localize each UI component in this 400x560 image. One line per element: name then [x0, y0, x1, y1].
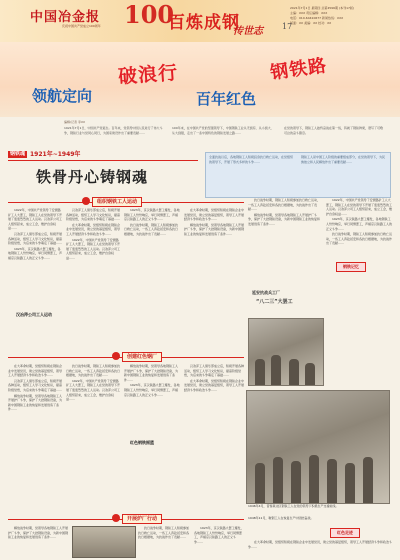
paragraph: 抗日战争时期，钢铁工人积极参加抗日救亡运动，一些工人奔赴延安和各抗日根据地，为抗战作出了贡献…… [326, 232, 392, 246]
paragraph: 1923年，京汉铁路大罢工爆发，各地钢铁工人纷纷响应，举行同情罢工，声援京汉铁路工人的正义斗争…… [8, 246, 62, 260]
masthead-subtitle: 庆祝中国共产党成立100周年 [62, 24, 101, 28]
figure-silhouette [363, 457, 373, 503]
article-column [138, 526, 190, 558]
article-column [124, 364, 180, 512]
figure-silhouette [291, 461, 301, 503]
divider [8, 160, 198, 161]
blue-sidebar-box [205, 152, 391, 198]
quote-line: 延安抗战兵工厂 [252, 290, 280, 295]
subsection-bar [8, 197, 244, 207]
paragraph: 汉冶萍工人俱乐部成立后，积极开展各种活动，组织工人学习文化知识，提高阶级觉悟，为后来的斗争奠定了基础…… [184, 364, 244, 378]
article-column [66, 208, 120, 348]
article-column [8, 526, 68, 558]
paragraph: 在大革命时期，党组织积极在钢铁企业中发展党员，建立党的基层组织，领导工人开展经济斗争和政治斗争…… [66, 222, 120, 236]
section-tag: 钢铁魂 [10, 151, 26, 157]
article-column [184, 208, 244, 348]
star-icon [112, 352, 120, 360]
intro-col: 在党的领导下，钢铁工人始终奋战在第一线，铸就了钢铁脊梁，谱写了可歌可泣的奋斗篇章。 [284, 126, 384, 135]
byline: 编辑/记者 李XX [64, 120, 86, 124]
subsection-bar [8, 352, 244, 362]
subsection-title: 组织钢铁工人运动 [92, 197, 142, 207]
star-icon [112, 514, 120, 522]
info-line: 2021年7月1日 星期四 总第4596期 (本刊17版) [290, 6, 355, 10]
article-column [184, 364, 244, 512]
paragraph: 解放战争时期，党领导各地钢铁工人开展护厂斗争，保护了大批钢铁设备，为新中国钢铁工业的恢复和发展创造了条件…… [8, 393, 62, 412]
intro-col: 1921年7月1日，中国共产党诞生。百年来，党领导中国人民进行了伟大斗争，钢铁行业与党同心同行，为国家建设作出了重要贡献…… [64, 126, 163, 135]
newspaper-name: 中国冶金报 [30, 10, 101, 25]
star-icon [82, 197, 90, 205]
historic-photo [72, 526, 136, 558]
paragraph: 1923年，京汉铁路大罢工爆发，各地钢铁工人纷纷响应，举行同情罢工，声援京汉铁路工人的正义斗争…… [326, 217, 392, 231]
figure-silhouette [305, 363, 315, 385]
article-column [124, 208, 180, 348]
paragraph: 1922年，中国共产党领导了安源路矿工人大罢工，钢铁工人在党的领导下开展了轰轰烈烈的工人运动。汉冶萍公司工人组织起来，成立工会，维护自身权益…… [326, 198, 392, 216]
article-column [248, 540, 392, 558]
historic-photo [248, 318, 324, 386]
paragraph: 解放战争时期，党领导各地钢铁工人开展护厂斗争，保护了大批钢铁设备，为新中国钢铁工业的恢复和发展创造了条件…… [184, 222, 244, 236]
subsection-title: 创建红色钢厂 [122, 352, 162, 362]
hero-slogan-c: 领航定向 [32, 87, 93, 105]
article-column [66, 364, 120, 512]
paragraph: 汉冶萍工人俱乐部成立后，积极开展各种活动，组织工人学习文化知识，提高阶级觉悟，为后来的斗争奠定了基础…… [8, 231, 62, 246]
side-tag: 钢铁记忆 [336, 262, 366, 272]
paragraph: 1923年，京汉铁路大罢工爆发，各地钢铁工人纷纷响应，举行同情罢工，声援京汉铁路工人的正义斗争…… [124, 383, 180, 397]
info-line: 电话：010-64410677 新闻热线：XXX [290, 16, 344, 20]
paragraph: 抗日战争时期，钢铁工人积极参加抗日救亡运动，一些工人奔赴延安和各抗日根据地，为抗战作出了贡献…… [248, 198, 320, 212]
figure-silhouette [271, 355, 281, 385]
paragraph: 解放战争时期，党领导各地钢铁工人开展护厂斗争，保护了大批钢铁设备，为新中国钢铁工业的恢复和发展创造了条件…… [248, 212, 320, 226]
feature-subtitle: 传世志 [233, 26, 263, 37]
hero-slogan-b: 钢铁路 [269, 55, 329, 84]
section-date-range: 1921年~1949年 [30, 151, 81, 158]
subsection-bar [8, 514, 244, 524]
info-line: 版面：XX 美编：XX 校对：XX [290, 21, 332, 25]
photo-caption: 1948年11月，鞍钢工人在恢复生产中团结奋战。 [248, 516, 314, 520]
article-column [326, 198, 392, 358]
paragraph: 在大革命时期，党组织积极在钢铁企业中发展党员，建立党的基层组织，领导工人开展经济斗争和政治斗争…… [184, 378, 244, 392]
article-column [248, 198, 320, 286]
section-headline: 铁骨丹心铸钢魂 [36, 168, 149, 186]
figure-silhouette [309, 455, 319, 503]
paragraph: 汉冶萍工人俱乐部成立后，积极开展各种活动，组织工人学习文化知识，提高阶级觉悟，为后来的斗争奠定了基础…… [66, 208, 120, 222]
group-photo [246, 390, 390, 504]
paragraph: 抗日战争时期，钢铁工人积极参加抗日救亡运动，一些工人奔赴延安和各抗日根据地，为抗战作出了贡献…… [138, 526, 190, 540]
article-column [8, 208, 62, 348]
mini-heading: 汉冶萍公司工人运动 [16, 312, 52, 317]
paragraph: 在大革命时期，党组织积极在钢铁企业中发展党员，建立党的基层组织，领导工人开展经济斗争和政治斗争…… [248, 540, 392, 549]
figure-silhouette [255, 463, 265, 503]
paragraph: 1923年，京汉铁路大罢工爆发，各地钢铁工人纷纷响应，举行同情罢工，声援京汉铁路工人的正义斗争…… [124, 208, 180, 222]
article-column [194, 526, 244, 558]
box-text: 钢铁工人是中国工人阶级的重要组成部分，在党的领导下，为民族独立和人民解放作出了重要贡献…… [301, 155, 386, 164]
article-column [8, 364, 62, 512]
paragraph: 1922年，中国共产党领导了安源路矿工人大罢工，钢铁工人在党的领导下开展了轰轰烈烈的工人运动。汉冶萍公司工人组织起来，成立工会，维护自身权益…… [66, 237, 120, 260]
quote-line: “八二三”大罢工 [256, 299, 293, 305]
paragraph: 解放战争时期，党领导各地钢铁工人开展护厂斗争，保护了大批钢铁设备，为新中国钢铁工业的恢复和发展创造了条件…… [8, 526, 68, 540]
paragraph: 抗日战争时期，钢铁工人积极参加抗日救亡运动，一些工人奔赴延安和各抗日根据地，为抗战作出了贡献…… [124, 222, 179, 236]
mini-heading: 红色钢铁摇篮 [130, 440, 154, 445]
figure-silhouette [273, 457, 283, 503]
paragraph: 在大革命时期，党组织积极在钢铁企业中发展党员，建立党的基层组织，领导工人开展经济斗争和政治斗争…… [8, 364, 62, 378]
figure-silhouette [327, 459, 337, 503]
paragraph: 在大革命时期，党组织积极在钢铁企业中发展党员，建立党的基层组织，领导工人开展经济斗争和政治斗争…… [184, 208, 244, 222]
figure-silhouette [255, 359, 265, 385]
box-text: 全面抗战以后，各地钢铁工人积极投身抗日救亡运动，在党组织的领导下，开展了形式多样的斗争…… [209, 155, 294, 164]
side-tag: 红色足迹 [330, 528, 360, 538]
figure-silhouette [289, 359, 299, 385]
paragraph: 1922年，中国共产党领导了安源路矿工人大罢工，钢铁工人在党的领导下开展了轰轰烈烈的工人运动。汉冶萍公司工人组织起来，成立工会，维护自身权益…… [66, 378, 120, 402]
intro-paragraph [64, 126, 384, 152]
quote-box [246, 288, 324, 312]
intro-col: 100年来，在中国共产党的坚强领导下，中国钢铁工业从无到有、从小到大、从大到强，走出了一条中国特色的钢铁发展之路…… [172, 126, 274, 135]
photo-caption: 1946年4月，晋察冀边区钢铁工人在党的领导下积极生产支援前线。 [248, 504, 339, 508]
paragraph: 抗日战争时期，钢铁工人积极参加抗日救亡运动，一些工人奔赴延安和各抗日根据地，为抗战作出了贡献…… [66, 364, 120, 378]
page-number: 17 [282, 22, 293, 31]
paragraph: 1922年，中国共产党领导了安源路矿工人大罢工，钢铁工人在党的领导下开展了轰轰烈烈的工人运动。汉冶萍公司工人组织起来，成立工会，维护自身权益…… [8, 208, 62, 231]
paragraph: 1923年，京汉铁路大罢工爆发，各地钢铁工人纷纷响应，举行同情罢工，声援京汉铁路工人的正义斗争…… [194, 526, 244, 544]
feature-title: 百炼成钢 [168, 13, 240, 33]
info-line: 主编：XXX 责任编辑：XXX [290, 11, 328, 15]
hero-slogan-d: 百年红色 [196, 90, 257, 108]
centenary-number: 100 [124, 0, 175, 29]
hero-slogan-a: 破浪行 [117, 61, 179, 89]
subsection-title: 开展炉厂行动 [122, 514, 162, 524]
figure-silhouette [345, 463, 355, 503]
masthead-info [290, 6, 396, 26]
paragraph: 汉冶萍工人俱乐部成立后，积极开展各种活动，组织工人学习文化知识，提高阶级觉悟，为后来的斗争奠定了基础…… [8, 378, 62, 392]
paragraph: 解放战争时期，党领导各地钢铁工人开展护厂斗争，保护了大批钢铁设备，为新中国钢铁工业的恢复和发展创造了条件…… [124, 364, 179, 382]
